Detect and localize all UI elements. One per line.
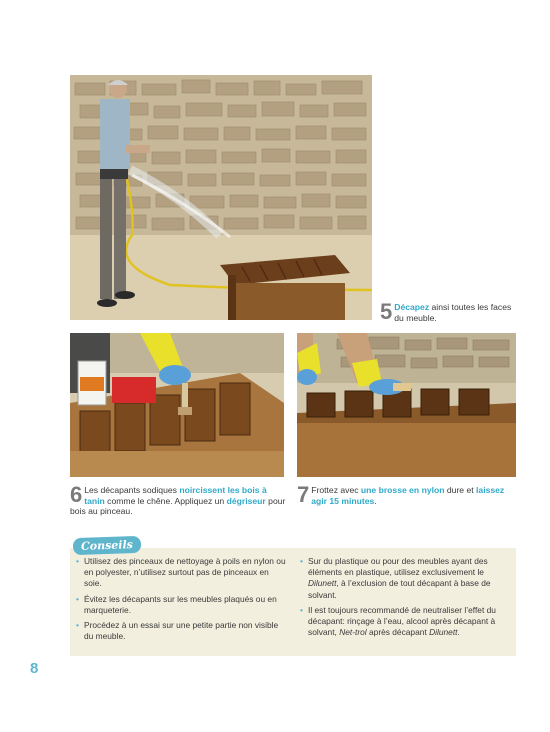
step-6-text-c: pour bois au pinceau. xyxy=(70,495,286,517)
step-6-caption xyxy=(70,482,286,517)
tip-item: • Sur du plastique ou pour des meubles ayant des éléments en plastique, utilisez exclusivement le Dilunett, à l’exclusion de tout décapant à base de solvant. xyxy=(300,556,512,601)
step-5-highlight: Décapez xyxy=(394,302,430,312)
step-7-caption xyxy=(297,482,516,507)
photo-applying-degriseur xyxy=(70,333,284,477)
tip-item: • Il est toujours recommandé de neutraliser l’effet du décapant: rinçage à l’eau, alcool après décapant à solvant, Net-trol après décapant Dilunett. xyxy=(300,605,512,639)
step-7-text-b: dure et xyxy=(444,485,477,495)
step-7-highlight-b: laissez agir 15 minutes xyxy=(311,485,505,506)
step-7-number: 7 xyxy=(297,482,310,507)
step-6-text-a: Les décapants sodiques xyxy=(84,485,180,495)
page-number: 8 xyxy=(30,660,39,677)
tip-item: • Utilisez des pinceaux de nettoyage à poils en nylon ou en polyester, n’utilisez surtout pas de pinceaux en soie. xyxy=(76,556,286,590)
step-5-caption xyxy=(380,299,520,324)
step-7-text-a: Frottez avec xyxy=(311,485,361,495)
step-6-highlight-a: noircissent les bois à tanin xyxy=(84,485,267,506)
tips-title: Conseils xyxy=(73,536,141,555)
step-5-number: 5 xyxy=(380,299,393,324)
photo-scrubbing-brush xyxy=(297,333,516,477)
step-6-highlight-b: dégriseur xyxy=(226,495,266,506)
step-6-number: 6 xyxy=(70,482,83,507)
step-7-highlight-a: une brosse en nylon xyxy=(360,485,445,495)
photo-rinsing-furniture xyxy=(70,75,372,320)
tips-right-column xyxy=(300,556,512,642)
step-5-text: ainsi toutes les faces du meuble. xyxy=(394,302,512,323)
step-7-text-c: . xyxy=(374,495,377,506)
step-6-text-b: comme le chêne. Appliquez un xyxy=(104,495,227,506)
tips-left-column xyxy=(76,556,286,646)
tip-item: • Procédez à un essai sur une petite partie non visible du meuble. xyxy=(76,620,286,642)
tip-item: • Évitez les décapants sur les meubles plaqués ou en marqueterie. xyxy=(76,594,286,616)
